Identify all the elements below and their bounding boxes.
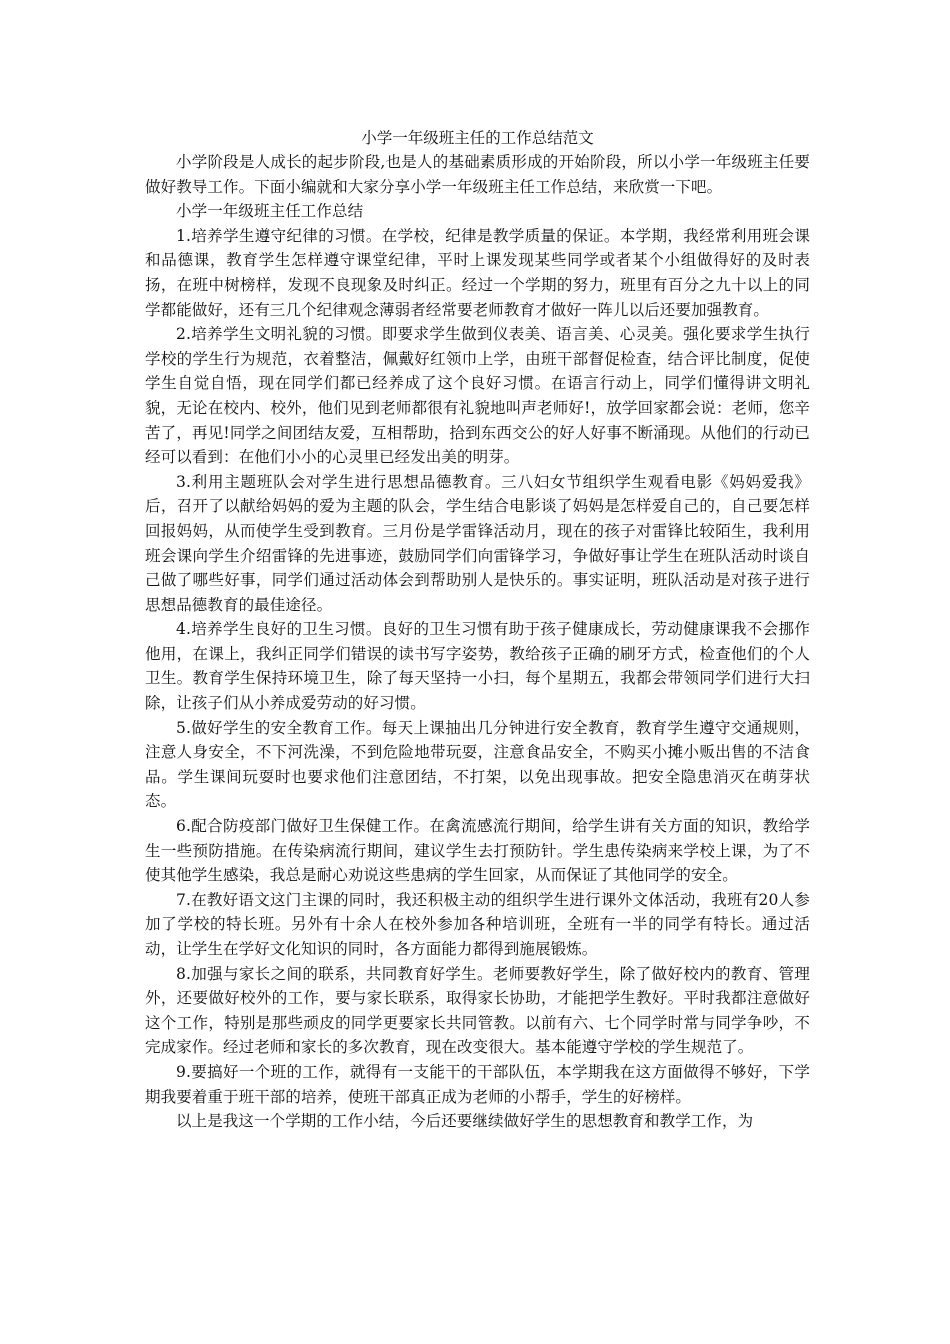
paragraph-2: 2.培养学生文明礼貌的习惯。即要求学生做到仪表美、语言美、心灵美。强化要求学生执行学校的学生行为规范，衣着整洁，佩戴好红领巾上学，由班干部督促检查，结合评比制度，促使学生自觉自悟，现在同学们都已经养成了这个良好习惯。在语言行动上，同学们懂得讲文明礼貌，无论在校内、校外，他们见到老师都很有礼貌地叫声老师好!，放学回家都会说：老师，您辛苦了，再见!同学之间团结友爱，互相帮助，拾到东西交公的好人好事不断涌现。从他们的行动已经可以看到：在他们小小的心灵里已经发出美的明芽。 <box>145 325 810 467</box>
intro-paragraph: 小学阶段是人成长的起步阶段,也是人的基础素质形成的开始阶段，所以小学一年级班主任要做好教导工作。下面小编就和大家分享小学一年级班主任工作总结，来欣赏一下吧。 <box>145 153 810 196</box>
paragraph-9: 9.要搞好一个班的工作，就得有一支能干的干部队伍，本学期我在这方面做得不够好，下学期我要着重于班干部的培养，使班干部真正成为老师的小帮手，学生的好榜样。 <box>145 1062 810 1106</box>
paragraph-1: 1.培养学生遵守纪律的习惯。在学校，纪律是教学质量的保证。本学期，我经常利用班会课和品德课，教育学生怎样遵守课堂纪律，平时上课发现某些同学或者某个小组做得好的及时表扬，在班中树榜样，发现不良现象及时纠正。经过一个学期的努力，班里有百分之九十以上的同学都能做好，还有三几个纪律观念薄弱者经常要老师教育才做好一阵儿以后还要加强教育。 <box>145 226 810 319</box>
document-title: 小学一年级班主任的工作总结范文 <box>361 129 594 147</box>
paragraph-3: 3.利用主题班队会对学生进行思想品德教育。三八妇女节组织学生观看电影《妈妈爱我》后，召开了以献给妈妈的爱为主题的队会，学生结合电影谈了妈妈是怎样爱自己的，自己要怎样回报妈妈，从而使学生受到教育。三月份是学雷锋活动月，现在的孩子对雷锋比较陌生，我利用班会课向学生介绍雷锋的先进事迹，鼓励同学们向雷锋学习，争做好事让学生在班队活动时谈自己做了哪些好事，同学们通过活动体会到帮助别人是快乐的。事实证明，班队活动是对孩子进行思想品德教育的最佳途径。 <box>145 472 810 614</box>
section-heading: 小学一年级班主任工作总结 <box>176 202 364 221</box>
paragraph-7: 7.在教好语文这门主课的同时，我还积极主动的组织学生进行课外文体活动，我班有20人参加了学校的特长班。另外有十余人在校外参加各种培训班，全班有一半的同学有特长。通过活动，让学生在学好文化知识的同时，各方面能力都得到施展锻炼。 <box>145 890 810 958</box>
closing-paragraph: 以上是我这一个学期的工作小结，今后还要继续做好学生的思想教育和教学工作，为 <box>176 1112 754 1131</box>
paragraph-6: 6.配合防疫部门做好卫生保健工作。在禽流感流行期间，给学生讲有关方面的知识，教给学生一些预防措施。在传染病流行期间，建议学生去打预防针。学生患传染病来学校上课，为了不使其他学生感染，我总是耐心劝说这些患病的学生回家，从而保证了其他同学的安全。 <box>145 817 810 885</box>
document-page <box>145 126 810 1134</box>
paragraph-4: 4.培养学生良好的卫生习惯。良好的卫生习惯有助于孩子健康成长，劳动健康课我不会挪作他用，在课上，我纠正同学们错误的读书写字姿势，教给孩子正确的刷牙方式，检查他们的个人卫生。教育学生保持环境卫生，除了每天坚持一小扫，每个星期五，我都会带领同学们进行大扫除，让孩子们从小养成爱劳动的好习惯。 <box>145 620 810 713</box>
paragraph-8: 8.加强与家长之间的联系，共同教育好学生。老师要教好学生，除了做好校内的教育、管理外，还要做好校外的工作，要与家长联系，取得家长协助，才能把学生教好。平时我都注意做好这个工作，特别是那些顽皮的同学更要家长共同管教。以前有六、七个同学时常与同学争吵，不完成家作。经过老师和家长的多次教育，现在改变很大。基本能遵守学校的学生规范了。 <box>145 964 810 1057</box>
paragraph-5: 5.做好学生的安全教育工作。每天上课抽出几分钟进行安全教育，教育学生遵守交通规则，注意人身安全，不下河洗澡，不到危险地带玩耍，注意食品安全，不购买小摊小贩出售的不洁食品。学生课间玩耍时也要求他们注意团结，不打架，以免出现事故。把安全隐患消灭在萌芽状态。 <box>145 718 810 811</box>
